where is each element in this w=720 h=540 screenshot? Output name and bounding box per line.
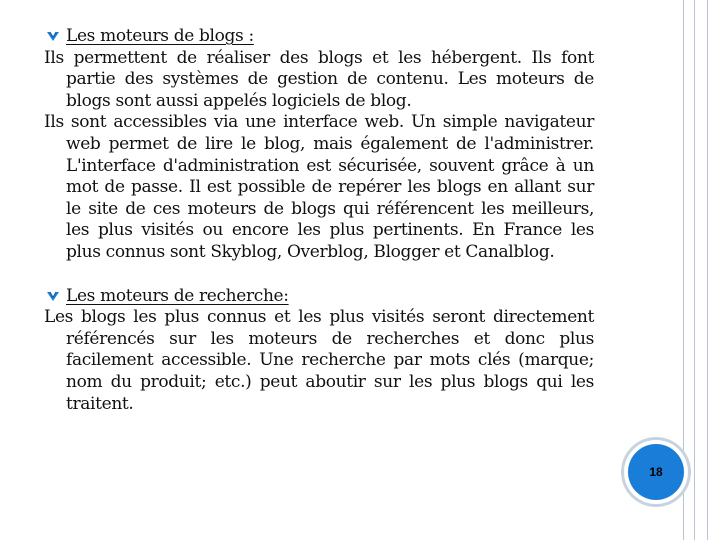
section-heading-blog-engines xyxy=(44,26,594,48)
slide-border-right xyxy=(683,0,720,540)
heading-text: Les moteurs de recherche: xyxy=(66,285,289,306)
slide-content xyxy=(44,26,594,415)
paragraph: Ils sont accessibles via une interface web. Un simple navigateur web permet de lire le blog, mais également de l'administrer. L'interface d'administration est sécurisée, souvent grâce à un mot de passe. Il est possible de repérer les blogs en allant sur le site de ces moteurs de blogs qui référencent les meilleurs, les plus visités ou encore les plus pertinents. En France les plus connus sont Skyblog, Overblog, Blogger et Canalblog. xyxy=(44,112,594,262)
checkmark-bullet-icon xyxy=(46,289,60,303)
page-number: 18 xyxy=(628,444,684,500)
heading-text: Les moteurs de blogs : xyxy=(66,26,254,46)
paragraph: Ils permettent de réaliser des blogs et les hébergent. Ils font partie des systèmes de gestion de contenu. Les moteurs de blogs sont aussi appelés logiciels de blog. xyxy=(44,47,594,111)
section-heading-search-engines xyxy=(44,286,594,308)
checkmark-bullet-icon xyxy=(46,29,60,43)
page-number-badge xyxy=(624,440,688,504)
paragraph: Les blogs les plus connus et les plus visités seront directement référencés sur les moteurs de recherches et donc plus facilement accessible. Une recherche par mots clés (marque; nom du produit; etc.) peut aboutir sur les plus blogs qui les traitent. xyxy=(44,307,594,414)
